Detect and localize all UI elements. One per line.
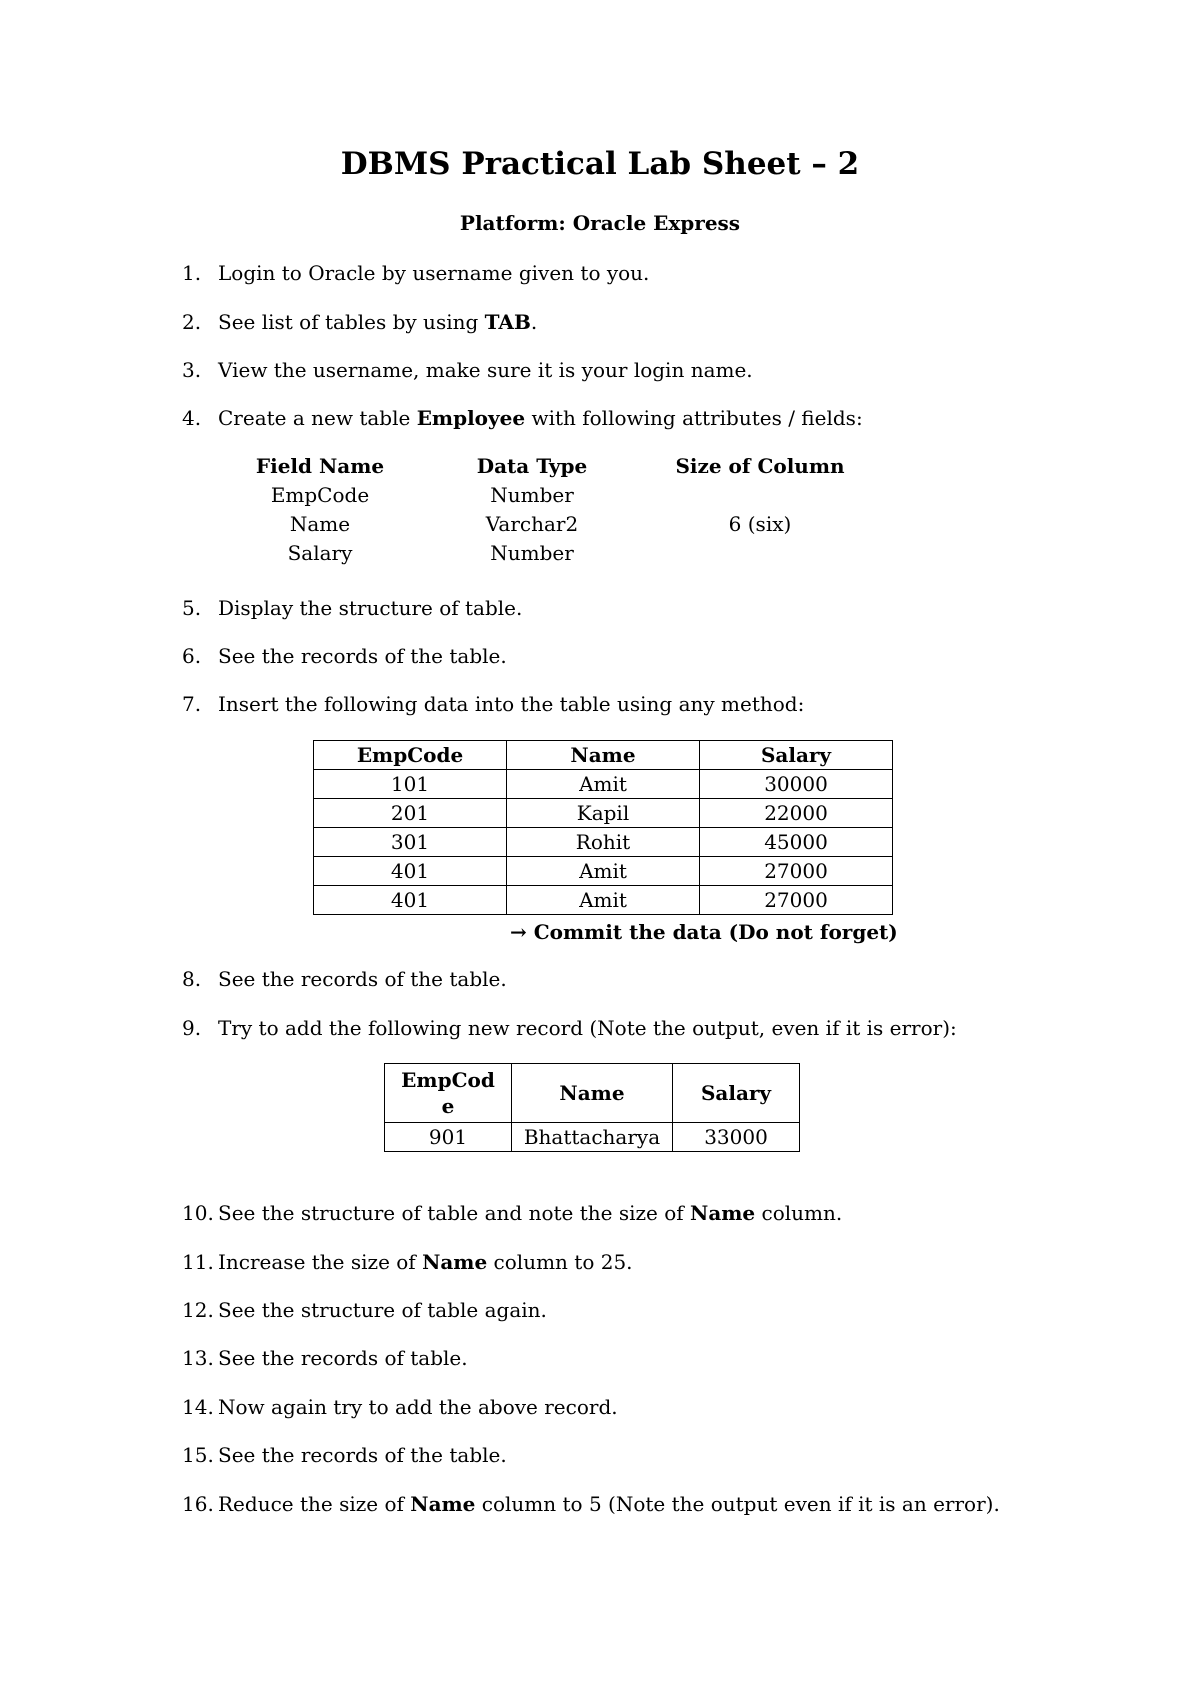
step-6 xyxy=(182,644,507,668)
table-cell: 22000 xyxy=(700,799,893,828)
step-number: 12. xyxy=(182,1298,214,1322)
table-cell: Kapil xyxy=(507,799,700,828)
step-text: Reduce the size of xyxy=(218,1492,411,1516)
step-number: 3. xyxy=(182,358,202,382)
step-text-end: column. xyxy=(755,1201,843,1225)
fields-cell xyxy=(660,539,860,568)
step-keyword: Name xyxy=(690,1201,756,1225)
table-row xyxy=(314,828,893,857)
fields-cell: Number xyxy=(490,541,574,565)
fields-row xyxy=(240,539,860,568)
table-header-row xyxy=(314,741,893,770)
step-text: Increase the size of xyxy=(218,1250,423,1274)
step-number: 11. xyxy=(182,1250,214,1274)
step-text: See the records of the table. xyxy=(218,644,507,668)
table-header-cell: Name xyxy=(507,741,700,770)
table-row xyxy=(314,770,893,799)
step-text: Now again try to add the above record. xyxy=(218,1395,618,1419)
step-text-end: . xyxy=(530,310,538,334)
table-row xyxy=(314,886,893,915)
fields-header-cell: Data Type xyxy=(476,454,588,478)
table-cell: Amit xyxy=(507,857,700,886)
table-cell: Bhattacharya xyxy=(512,1123,673,1152)
table-cell: Amit xyxy=(507,770,700,799)
step-text: Try to add the following new record (Note the output, even if it is error): xyxy=(218,1016,957,1040)
step-text: See the structure of table and note the size of xyxy=(218,1201,691,1225)
fields-cell: Number xyxy=(490,483,574,507)
table-row xyxy=(385,1123,800,1152)
table-cell: 30000 xyxy=(700,770,893,799)
table-cell: 27000 xyxy=(700,886,893,915)
fields-header-cell: Size of Column xyxy=(675,454,845,478)
fields-header-row xyxy=(240,452,860,481)
fields-cell: 6 (six) xyxy=(728,512,792,536)
table-cell: 33000 xyxy=(673,1123,800,1152)
step-text: See list of tables by using xyxy=(218,310,485,334)
fields-cell: Name xyxy=(289,512,351,536)
employee-data-table xyxy=(313,740,893,915)
step-9 xyxy=(182,1016,957,1040)
step-number: 14. xyxy=(182,1395,214,1419)
step-number: 15. xyxy=(182,1443,214,1467)
step-number: 8. xyxy=(182,967,202,991)
table-header-cell: EmpCod e xyxy=(385,1064,512,1123)
step-text: See the structure of table again. xyxy=(218,1298,547,1322)
step-number: 10. xyxy=(182,1201,214,1225)
table-header-cell: Salary xyxy=(700,741,893,770)
table-cell: Amit xyxy=(507,886,700,915)
table-cell: 401 xyxy=(314,886,507,915)
step-text: View the username, make sure it is your login name. xyxy=(218,358,753,382)
step-text: Display the structure of table. xyxy=(218,596,523,620)
table-cell: 101 xyxy=(314,770,507,799)
new-record-table xyxy=(384,1063,800,1152)
table-cell: 27000 xyxy=(700,857,893,886)
step-text-end: column to 5 (Note the output even if it is an error). xyxy=(475,1492,1000,1516)
step-number: 16. xyxy=(182,1492,214,1516)
step-15 xyxy=(182,1443,507,1467)
step-3 xyxy=(182,358,753,382)
step-5 xyxy=(182,596,522,620)
step-text-end: column to 25. xyxy=(487,1250,633,1274)
step-number: 2. xyxy=(182,310,202,334)
step-keyword: Employee xyxy=(416,406,526,430)
table-cell: 45000 xyxy=(700,828,893,857)
step-number: 4. xyxy=(182,406,202,430)
step-text: Insert the following data into the table using any method: xyxy=(218,692,805,716)
step-text-end: with following attributes / fields: xyxy=(525,406,863,430)
step-14 xyxy=(182,1395,618,1419)
step-text: Create a new table xyxy=(218,406,417,430)
step-number: 6. xyxy=(182,644,202,668)
step-keyword: Name xyxy=(410,1492,476,1516)
step-10 xyxy=(182,1201,842,1225)
table-cell: 901 xyxy=(385,1123,512,1152)
table-row xyxy=(314,799,893,828)
step-8 xyxy=(182,967,507,991)
step-1 xyxy=(182,261,649,285)
step-text: See the records of table. xyxy=(218,1346,468,1370)
table-header-cell: Name xyxy=(512,1064,673,1123)
step-4 xyxy=(182,406,863,430)
platform-subtitle: Platform: Oracle Express xyxy=(459,211,741,235)
fields-header-cell: Field Name xyxy=(255,454,385,478)
fields-row xyxy=(240,510,860,539)
step-13 xyxy=(182,1346,468,1370)
fields-cell: Varchar2 xyxy=(485,512,579,536)
step-number: 13. xyxy=(182,1346,214,1370)
fields-row xyxy=(240,481,860,510)
step-2 xyxy=(182,310,537,334)
fields-table xyxy=(240,452,860,568)
step-number: 9. xyxy=(182,1016,202,1040)
step-number: 5. xyxy=(182,596,202,620)
step-16 xyxy=(182,1492,1000,1516)
step-keyword: Name xyxy=(422,1250,488,1274)
table-cell: 401 xyxy=(314,857,507,886)
step-text: See the records of the table. xyxy=(218,1443,507,1467)
step-text: Login to Oracle by username given to you. xyxy=(218,261,650,285)
step-number: 7. xyxy=(182,692,202,716)
fields-cell: EmpCode xyxy=(270,483,370,507)
page-title: DBMS Practical Lab Sheet – 2 xyxy=(340,146,860,182)
step-keyword: TAB xyxy=(484,310,531,334)
step-7 xyxy=(182,692,804,716)
table-header-cell: EmpCode xyxy=(314,741,507,770)
table-cell: Rohit xyxy=(507,828,700,857)
step-text: See the records of the table. xyxy=(218,967,507,991)
fields-cell xyxy=(660,481,860,510)
table-cell: 301 xyxy=(314,828,507,857)
fields-cell: Salary xyxy=(287,541,353,565)
table-cell: 201 xyxy=(314,799,507,828)
table-header-cell: Salary xyxy=(673,1064,800,1123)
step-number: 1. xyxy=(182,261,202,285)
step-11 xyxy=(182,1250,633,1274)
table-header-row xyxy=(385,1064,800,1123)
table-row xyxy=(314,857,893,886)
step-12 xyxy=(182,1298,547,1322)
commit-note: → Commit the data (Do not forget) xyxy=(510,920,898,944)
